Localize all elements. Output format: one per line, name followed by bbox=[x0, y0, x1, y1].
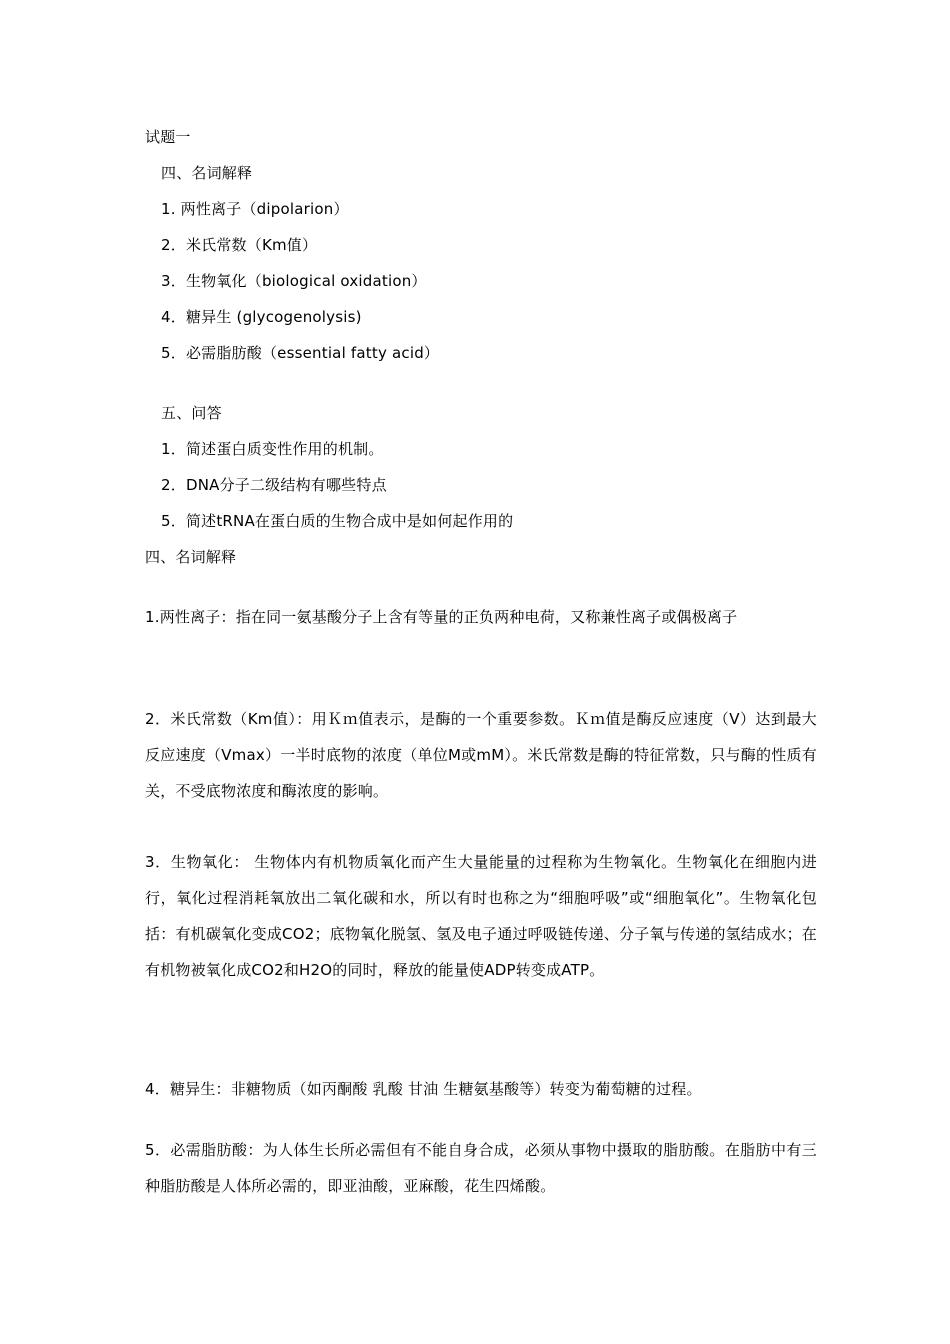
question-item: 5．简述tRNA在蛋白质的生物合成中是如何起作用的 bbox=[161, 512, 514, 530]
definition-item: 2．米氏常数（Km值） bbox=[161, 236, 318, 254]
page-title: 试题一 bbox=[145, 128, 191, 146]
answer-paragraph-3: 3．生物氧化： 生物体内有机物质氧化而产生大量能量的过程称为生物氧化。生物氧化在细胞内进行，氧化过程消耗氧放出二氧化碳和水，所以有时也称之为“细胞呼吸”或“细胞氧化”。生物氧化包括：有机碳氧化变成CO2；底物氧化脱氢、氢及电子通过呼吸链传递、分子氧与传递的氢结成水；在有机物被氧化成CO2和H2O的同时，释放的能量使ADP转变成ATP。 bbox=[145, 853, 817, 979]
definition-item: 5．必需脂肪酸（essential fatty acid） bbox=[161, 344, 440, 362]
question-item: 1．简述蛋白质变性作用的机制。 bbox=[161, 440, 384, 458]
section-heading-questions: 五、问答 bbox=[161, 404, 222, 422]
definition-item: 3．生物氧化（biological oxidation） bbox=[161, 272, 427, 290]
definition-item: 4．糖异生 (glycogenolysis) bbox=[161, 308, 362, 326]
section-heading-definitions: 四、名词解释 bbox=[161, 164, 253, 182]
answer-paragraph-2: 2．米氏常数（Km值）：用Ｋｍ值表示，是酶的一个重要参数。Ｋｍ值是酶反应速度（V）达到最大反应速度（Vmax）一半时底物的浓度（单位M或mM）。米氏常数是酶的特征常数，只与酶的性质有关，不受底物浓度和酶浓度的影响。 bbox=[145, 710, 817, 800]
answer-paragraph-5: 5．必需脂肪酸：为人体生长所必需但有不能自身合成，必须从事物中摄取的脂肪酸。在脂肪中有三种脂肪酸是人体所必需的，即亚油酸，亚麻酸，花生四烯酸。 bbox=[145, 1141, 817, 1195]
answers-heading: 四、名词解释 bbox=[145, 548, 237, 566]
question-item: 2．DNA分子二级结构有哪些特点 bbox=[161, 476, 387, 494]
answer-paragraph-1: 1.两性离子：指在同一氨基酸分子上含有等量的正负两种电荷，又称兼性离子或偶极离子 bbox=[145, 608, 738, 626]
definition-item: 1. 两性离子（dipolarion） bbox=[161, 200, 349, 218]
answer-paragraph-4: 4．糖异生：非糖物质（如丙酮酸 乳酸 甘油 生糖氨基酸等）转变为葡萄糖的过程。 bbox=[145, 1080, 702, 1098]
